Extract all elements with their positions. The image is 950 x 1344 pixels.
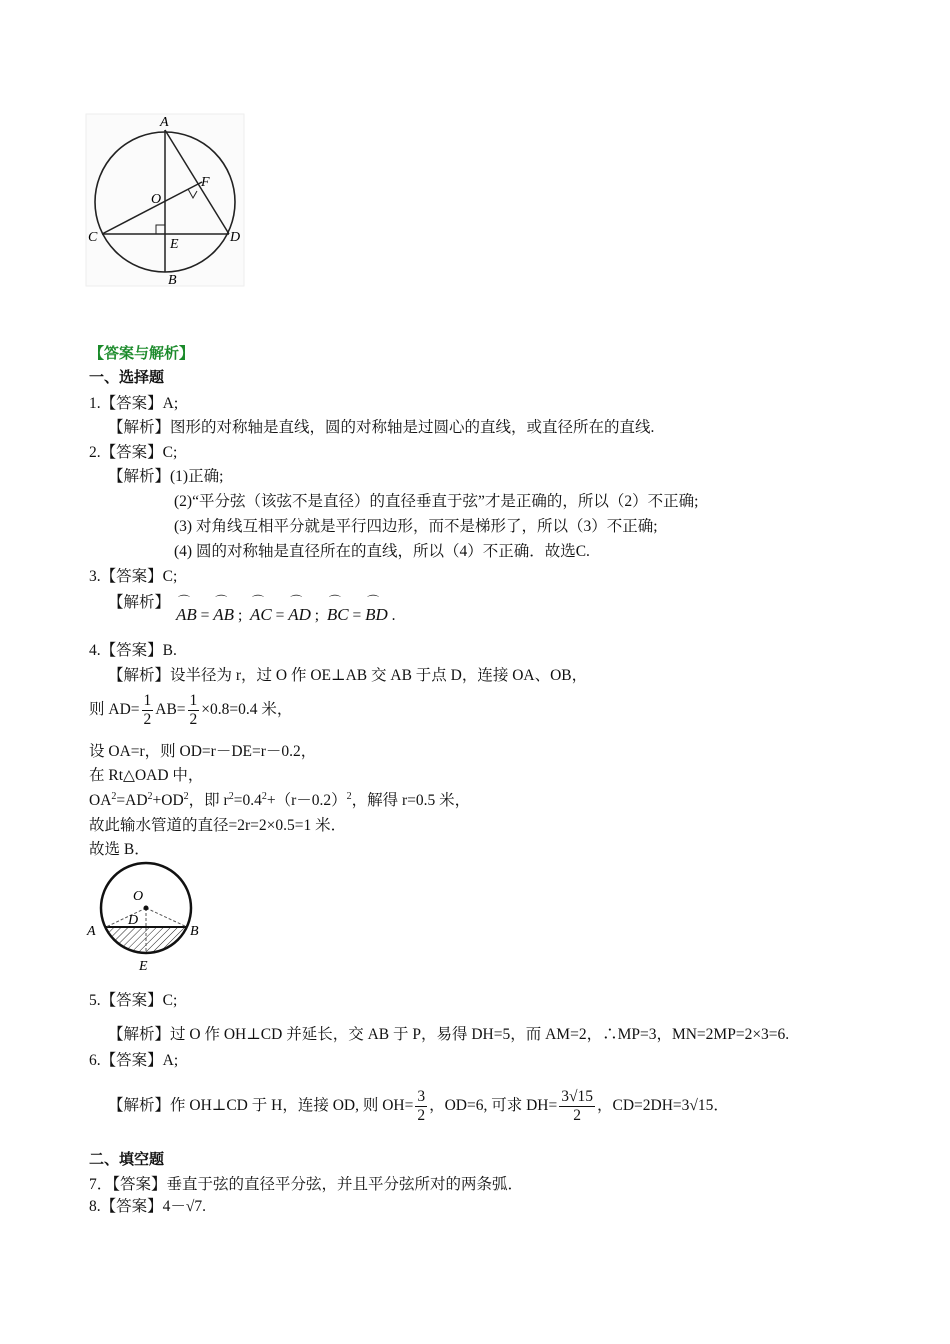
part1-title: 一、选择题 <box>89 368 165 386</box>
label-b2: B <box>190 924 199 939</box>
arc-ad: ⌒ AD <box>288 605 311 625</box>
q3-equations: ⌒ AB = ⌒ AB ; ⌒ AC = ⌒ AD ; ⌒ BC = ⌒ BD . <box>176 605 396 626</box>
answer-section-title: 【答案与解析】 <box>89 344 195 362</box>
q2-answer: 2.【答案】C; <box>89 444 178 461</box>
label-c: C <box>88 230 98 245</box>
label-e2: E <box>139 959 148 974</box>
q8-answer: 8.【答案】4－√7. <box>89 1198 207 1215</box>
arc-ab-right: ⌒ AB <box>213 605 234 625</box>
label-o2: O <box>133 889 144 904</box>
arc-ac: ⌒ AC <box>250 605 272 625</box>
part2-title: 二、填空题 <box>89 1150 165 1168</box>
circle-figure-1 <box>84 110 249 290</box>
label-b: B <box>168 273 177 288</box>
q4-line-3: 设 OA=r，则 OD=r－DE=r－0.2， <box>89 743 317 760</box>
fraction-dh: $\frac{3√15}{2}$ <box>561 1088 593 1124</box>
label-d2: D <box>128 913 139 928</box>
q4-line-7: 故选 B． <box>89 841 150 858</box>
arc-bd: ⌒ BD <box>365 605 388 625</box>
q1-analysis: 【解析】图形的对称轴是直线，圆的对称轴是过圆心的直线，或直径所在的直线. <box>108 419 655 436</box>
q3-answer: 3.【答案】C; <box>89 568 178 585</box>
fraction-half-1: $\frac{1}{2}$ <box>143 692 152 728</box>
fraction-half-2: $\frac{1}{2}$ <box>189 692 198 728</box>
q4-line-2: 则 AD= $\frac{1}{2}$ AB= $\frac{1}{2}$ ×0.8=0.4 米， <box>89 692 293 728</box>
circle-figure-2 <box>84 858 209 976</box>
label-o: O <box>151 192 162 207</box>
arc-ab-left: ⌒ AB <box>176 605 197 625</box>
q4-line-6: 故此输水管道的直径=2r=2×0.5=1 米． <box>89 817 347 834</box>
label-d: D <box>230 230 241 245</box>
q5-answer: 5.【答案】C; <box>89 992 178 1009</box>
q2-analysis-3: (3) 对角线互相平分就是平行四边形，而不是梯形了，所以（3）不正确; <box>174 518 658 535</box>
center-dot <box>144 906 149 911</box>
label-e: E <box>170 237 179 252</box>
fraction-3-2: $\frac{3}{2}$ <box>417 1088 426 1124</box>
line-ob <box>146 908 187 927</box>
q1-answer: 1.【答案】A; <box>89 395 179 412</box>
q5-analysis: 【解析】过 O 作 OH⊥CD 并延长，交 AB 于 P，易得 DH=5，而 AM=2，∴MP=3，MN=2MP=2×3=6. <box>108 1026 790 1043</box>
q4-line-1: 【解析】设半径为 r，过 O 作 OE⊥AB 交 AB 于点 D，连接 OA、OB， <box>108 667 588 684</box>
q3-label: 【解析】 <box>108 594 171 611</box>
arc-bc: ⌒ BC <box>327 605 349 625</box>
label-f: F <box>201 175 210 190</box>
q7-answer: 7．【答案】垂直于弦的直径平分弦，并且平分弦所对的两条弧． <box>89 1176 524 1193</box>
label-a: A <box>160 115 169 130</box>
line-oa <box>106 908 146 927</box>
q2-analysis-2: (2)“平分弦（该弦不是直径）的直径垂直于弦”才是正确的，所以（2）不正确; <box>174 493 699 510</box>
q6-answer: 6.【答案】A; <box>89 1052 179 1069</box>
q6-analysis: 【解析】作 OH⊥CD 于 H，连接 OD, 则 OH= $\frac{3}{2}$ ，OD=6, 可求 DH= $\frac{3√15}{2}$ ，CD=2DH=3√15． <box>108 1088 729 1124</box>
cd-value: 3√15 <box>681 1097 714 1115</box>
q4-answer: 4.【答案】B. <box>89 642 177 659</box>
q2-analysis-1: 【解析】(1)正确; <box>108 468 224 485</box>
q4-line-5: $OA^2=AD^2+OD^2$，即 $r^2=0.4^2+(r-0.2)^2$，解得 r=0.5 米， <box>89 790 471 809</box>
label-a2: A <box>87 924 96 939</box>
q2-analysis-4: (4) 圆的对称轴是直径所在的直线，所以（4）不正确．故选C. <box>174 543 590 560</box>
q4-line-4: 在 Rt△OAD 中， <box>89 767 204 784</box>
